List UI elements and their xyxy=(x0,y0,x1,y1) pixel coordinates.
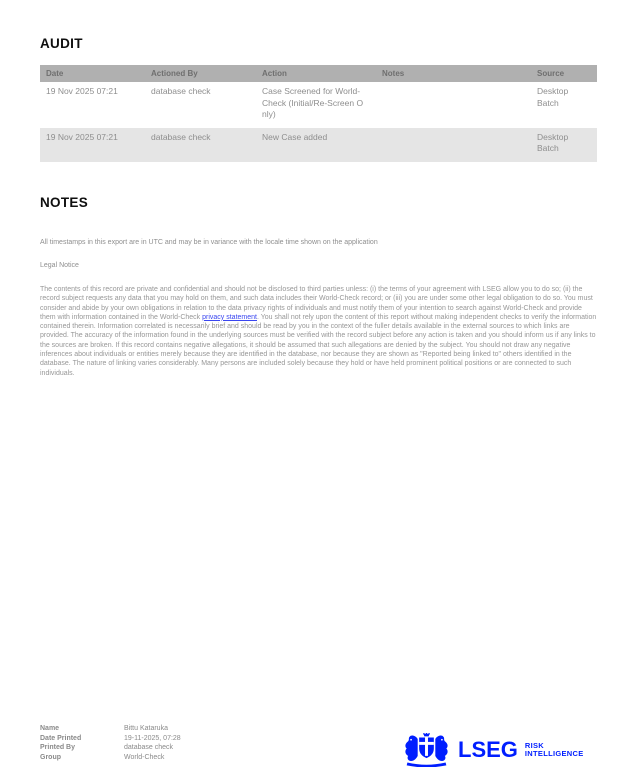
table-row xyxy=(40,82,597,128)
meta-value: Bittu Kataruka xyxy=(124,725,168,732)
audit-section-heading: AUDIT xyxy=(40,36,83,51)
meta-value: database check xyxy=(124,744,174,751)
audit-cell-actioned-by: database check xyxy=(145,128,256,162)
audit-cell-source: Desktop Batch xyxy=(531,82,597,128)
meta-label: Name xyxy=(40,725,60,732)
audit-cell-date: 19 Nov 2025 07:21 xyxy=(40,82,145,128)
legal-text-after: . You shall not rely upon the content of this report without making independent checks to verify the information contained therein. Information correlated is necessarily brief and should be read by you in the context of the fuller details available in the external sources to which links are provided. The accuracy of the information found in the underlying sources must be verified with the record subject before any action is taken and you should inform us if any links to the sources are broken. If this record contains negative allegations, it should be assumed that such allegations are denied by the subject. You should not draw any negative inferences about individuals or entities merely because they are identified in the database, nor because they are shown as "Reported being linked to" others identified in the database. The nature of linking varies considerably. Many persons are included solely because they hold or have held prominent political positions or are connected to such individuals. xyxy=(40,313,597,377)
column-header-notes: Notes xyxy=(376,65,531,82)
meta-label: Group xyxy=(40,753,61,761)
audit-cell-source: Desktop Batch xyxy=(531,128,597,162)
lseg-crest-icon xyxy=(403,733,450,767)
meta-row xyxy=(40,753,181,763)
meta-label: Printed By xyxy=(40,744,76,751)
audit-cell-notes xyxy=(376,82,531,128)
audit-table-header xyxy=(40,65,597,82)
meta-row xyxy=(40,724,181,734)
audit-cell-action: Case Screened for World-Check (Initial/Re-Screen Only) xyxy=(256,82,376,128)
lseg-logo xyxy=(403,733,584,767)
timestamps-note: All timestamps in this export are in UTC and may be in variance with the locale time shown on the application xyxy=(40,239,378,246)
audit-cell-notes xyxy=(376,128,531,162)
legal-notice-text xyxy=(40,285,597,378)
meta-row xyxy=(40,743,181,753)
column-header-actioned-by: Actioned By xyxy=(145,65,256,82)
meta-label: Date Printed xyxy=(40,734,82,742)
legal-notice-label: Legal Notice xyxy=(40,262,79,269)
notes-section-heading: NOTES xyxy=(40,195,89,210)
privacy-statement-link[interactable]: privacy statement xyxy=(202,313,257,321)
audit-cell-date: 19 Nov 2025 07:21 xyxy=(40,128,145,162)
column-header-date: Date xyxy=(40,65,145,82)
meta-value: 19-11-2025, 07:28 xyxy=(124,734,181,742)
audit-cell-action: New Case added xyxy=(256,128,376,162)
risk-label: RISK xyxy=(524,741,545,750)
intelligence-label: INTELLIGENCE xyxy=(524,749,584,758)
meta-value: World-Check xyxy=(124,753,165,761)
audit-table xyxy=(40,65,597,162)
lseg-wordmark: LSEG xyxy=(458,737,518,762)
column-header-action: Action xyxy=(256,65,376,82)
meta-row xyxy=(40,734,181,744)
legal-text-before: The contents of this record are private and confidential and should not be disclosed to third parties unless: (i) the terms of your agreement with LSEG allow you to do so; (ii) the record subject requests any data that you may hold on them, and such data includes their World-Check record; or (iii) you are under some other legal obligation to do so. You must consider and abide by your own obligations in relation to the data privacy rights of individuals and must notify them of your intention to search against World-Check and provide them with information contained in the World-Check xyxy=(40,286,593,321)
table-row xyxy=(40,128,597,162)
column-header-source: Source xyxy=(531,65,597,82)
risk-intelligence-label xyxy=(525,742,584,758)
print-metadata xyxy=(40,724,181,762)
audit-table-body xyxy=(40,82,597,162)
audit-cell-actioned-by: database check xyxy=(145,82,256,128)
